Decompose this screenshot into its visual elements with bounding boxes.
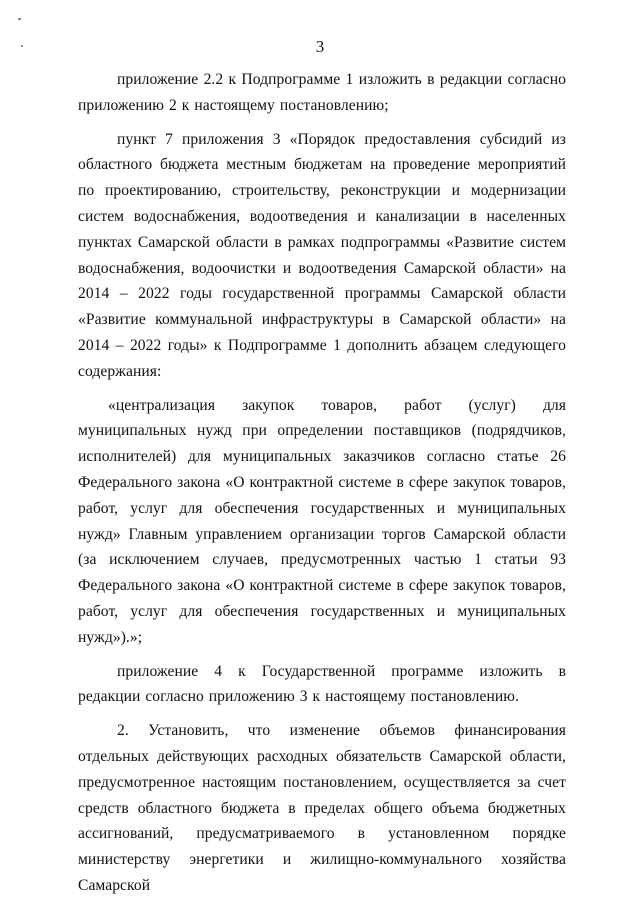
paragraph-point-7: пункт 7 приложения 3 «Порядок предоставления субсидий из областного бюджета местным бюджетам на проведение мероприятий по проектированию, строительству, реконструкции и модернизации систем водоснабжения, водоотведения и канализации в населенных пунктах Самарской области в рамках подпрограммы «Развитие систем водоснабжения, водоочистки и водоотведения Самарской области» на 2014 – 2022 годы государственной программы Самарской области «Развитие коммунальной инфраструктуры в Самарской области» на 2014 – 2022 годы» к Подпрограмме 1 дополнить абзацем следующего содержания: [78, 130, 566, 380]
scan-speck [18, 18, 21, 20]
paragraph-quoted-addition: «централизация закупок товаров, работ (услуг) для муниципальных нужд при определении поставщиков (подрядчиков, исполнителей) для муниципальных заказчиков согласно статье 26 Федерального закона «О контрактной системе в сфере закупок товаров, работ, услуг для обеспечения государственных и муниципальных нужд» Главным управлением организации торгов Самарской области (за исключением случаев, предусмотренных частью 1 статьи 93 Федерального закона «О контрактной системе в сфере закупок товаров, работ, услуг для обеспечения государственных и муниципальных нужд»).»; [78, 396, 566, 646]
page-number: 3 [315, 37, 325, 56]
paragraph-appendix-2-2: приложение 2.2 к Подпрограмме 1 изложить в редакции согласно приложению 2 к настоящему постановлению; [78, 71, 566, 114]
paragraph-item-2: 2. Установить, что изменение объемов финансирования отдельных действующих расходных обязательств Самарской области, предусмотренное настоящим постановлением, осуществляется за счет средств областного бюджета в пределах общего объема бюджетных ассигнований, предусматриваемого в установленном порядке министерству энергетики и жилищно-коммунального хозяйства Самарской [78, 722, 566, 894]
paragraph-appendix-4: приложение 4 к Государственной программе изложить в редакции согласно приложению 3 к настоящему постановлению. [78, 662, 566, 706]
document-text [78, 67, 566, 899]
